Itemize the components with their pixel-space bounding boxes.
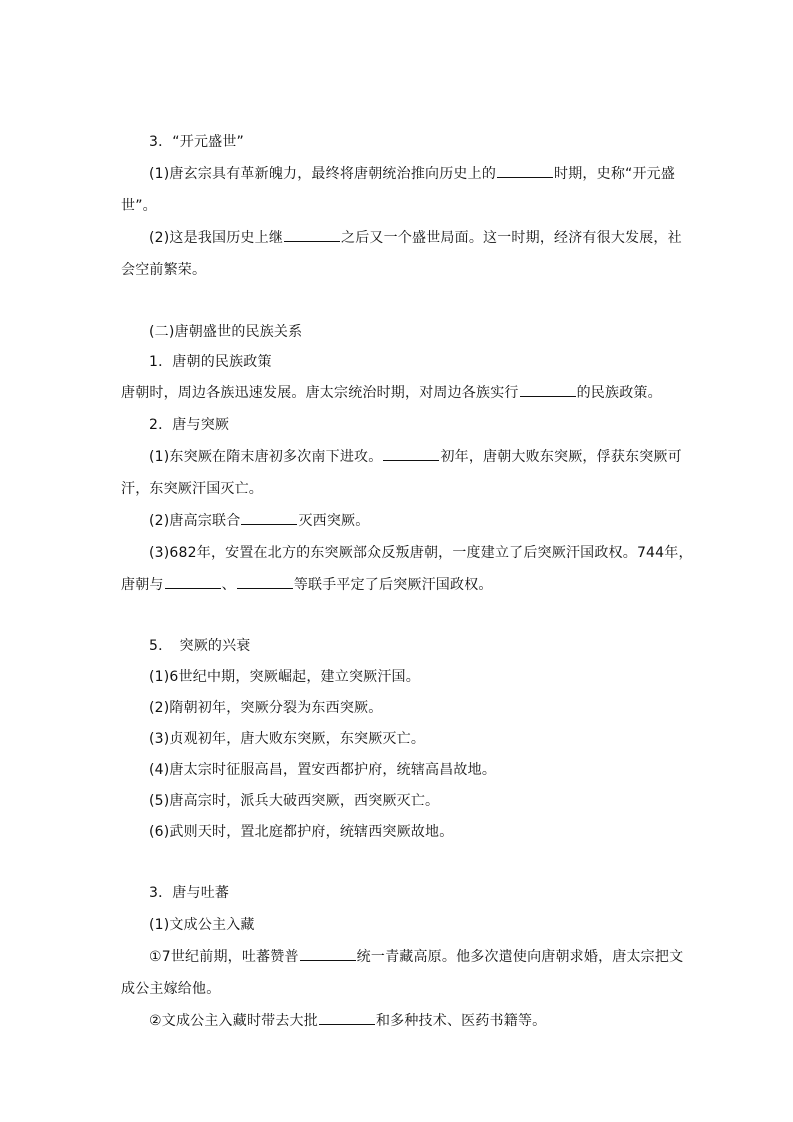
tubo-item-2: ②文成公主入藏时带去大批 和多种技术、医药书籍等。: [149, 1005, 709, 1038]
fill-blank[interactable]: [165, 574, 221, 589]
subheading-ethnic-policy: 1．唐朝的民族政策: [149, 354, 272, 370]
fill-blank[interactable]: [241, 510, 297, 525]
tujue-item-1: (1)东突厥在隋末唐初多次南下进攻。 初年，唐朝大败东突厥，俘获东突厥可: [149, 441, 709, 474]
heading-kaiyuan: 3．“开元盛世”: [149, 134, 245, 150]
ethnic-policy-text: 唐朝时，周边各族迅速发展。唐太宗统治时期，对周边各族实行 的民族政策。: [121, 377, 681, 410]
list-item: (1)6世纪中期，突厥崛起，建立突厥汗国。: [149, 669, 420, 685]
tujue-item-3-cont: 唐朝与 、 等联手平定了后突厥汗国政权。: [121, 569, 681, 602]
heading-tang-tubo: 3．唐与吐蕃: [149, 885, 230, 901]
tubo-item-1: ①7世纪前期，吐蕃赞普 统一青藏高原。他多次遣使向唐朝求婚，唐太宗把文: [149, 941, 709, 974]
tujue-item-2: (2)唐高宗联合 灭西突厥。: [149, 505, 709, 538]
list-item: (3)贞观初年，唐大败东突厥，东突厥灭亡。: [149, 731, 426, 747]
list-item: (6)武则天时，置北庭都护府，统辖西突厥故地。: [149, 824, 454, 840]
tujue-item-1-cont: 汗，东突厥汗国灭亡。: [121, 481, 263, 497]
tubo-item-1-cont: 成公主嫁给他。: [121, 981, 221, 997]
subheading-wencheng: (1)文成公主入藏: [149, 917, 255, 933]
fill-blank[interactable]: [520, 382, 576, 397]
kaiyuan-paragraph-1: (1)唐玄宗具有革新魄力，最终将唐朝统治推向历史上的 时期，史称“开元盛: [149, 158, 709, 191]
tujue-item-3: (3)682年，安置在北方的东突厥部众反叛唐朝，一度建立了后突厥汗国政权。744年，: [149, 545, 693, 561]
fill-blank[interactable]: [284, 227, 340, 242]
list-item: (4)唐太宗时征服高昌，置安西都护府，统辖高昌故地。: [149, 762, 497, 778]
fill-blank[interactable]: [237, 574, 293, 589]
kaiyuan-paragraph-1-cont: 世”。: [121, 198, 157, 214]
fill-blank[interactable]: [300, 946, 356, 961]
subheading-tang-tujue: 2．唐与突厥: [149, 417, 230, 433]
fill-blank[interactable]: [319, 1010, 375, 1025]
fill-blank[interactable]: [497, 163, 553, 178]
list-item: (5)唐高宗时，派兵大破西突厥，西突厥灭亡。: [149, 793, 440, 809]
fill-blank[interactable]: [383, 446, 439, 461]
kaiyuan-paragraph-2-cont: 会空前繁荣。: [121, 262, 207, 278]
list-item: (2)隋朝初年，突厥分裂为东西突厥。: [149, 700, 383, 716]
heading-tujue-rise-fall: 5． 突厥的兴衰: [149, 638, 251, 654]
kaiyuan-paragraph-2: (2)这是我国历史上继 之后又一个盛世局面。这一时期，经济有很大发展，社: [149, 222, 709, 255]
heading-ethnic-relations: (二)唐朝盛世的民族关系: [149, 324, 303, 340]
